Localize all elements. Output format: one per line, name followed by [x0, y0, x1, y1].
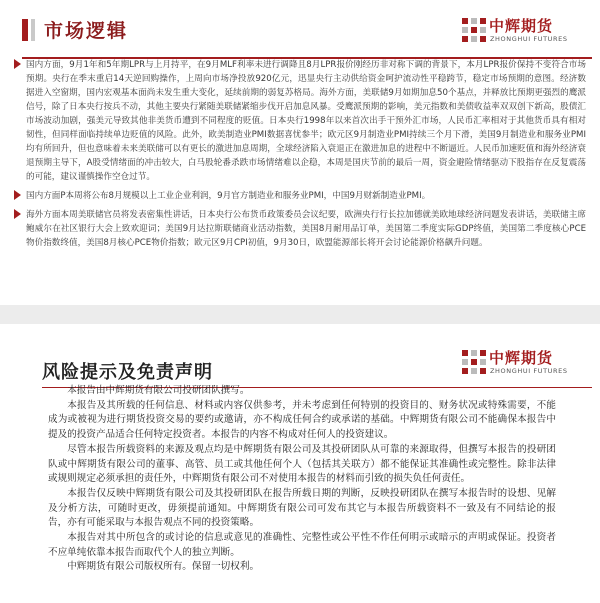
- title-accent-bar-grey: [31, 19, 35, 41]
- logo-cn-text: 中辉期货: [489, 349, 554, 367]
- bullet-text: 国内方面P本周将公布8月规模以上工业企业利润，9月官方制造业和服务业PMI，中国9月财新制造业PMI。: [26, 191, 431, 201]
- company-logo: [462, 14, 592, 46]
- title-accent-bar: [22, 19, 28, 41]
- bullet-text: 国内方面，9月1年和5年期LPR与上月持平，在9月MLF利率未进行调降且8月LPR报价刚经历非对称下调的背景下，本月LPR报价保持不变符合市场预期。央行在季末重启14天逆回购操作，上周向市场净投放920亿元，迅显央行主动供给资金呵护流动性平稳跨节，稳定市场预期的意图。经济数据进入空窗期，国内宏观基本面尚未发生重大变化，延续前期的弱复苏格局。海外方面，美联储9月如期加息50个基点，并释放比预期更强烈的鹰派信号，除了日本央行按兵不动，其他主要央行紧随美联储紧缩步伐开启加息风暴。受鹰派预期的影响，美元指数和美债收益率双双创下新高，股债汇市场波动加剧，强美元导致其他非美货币遭到不同程度的贬值。日本央行1998年以来首次出手干预外汇市场，人民币汇率相对于其他货币具有相对韧性，但同样面临持续单边贬值的风险。此外，欧美制造业PMI数据喜忧参半；欧元区9月制造业PMI持续三个月下滑，美国9月制造业和服务业PMI均有所回升，但也意味着未来美联储可以有更长的激进加息周期，全球经济陷入衰退正在激进加息的进程中不断逼近。人民币加速贬值和海外经济衰退预期主导下，A股受情绪面的冲击较大，白马股轮番杀跌市场情绪难以企稳，本周是国庆节前的最后一周，资金避险情绪驱动下股指存在反复震荡的可能，建议谨慎操作空仓过节。: [26, 60, 586, 182]
- bullet-arrow-icon: [14, 190, 21, 200]
- bullet-text: 海外方面本周美联储官员将发表密集性讲话，日本央行公布货币政策委员会议纪要，欧洲央行行长拉加德就美欧地球经济问题发表讲话，美联储主席鲍威尔在社区银行大会上致欢迎词；美国9月达拉斯联储商业活动指数，美国8月耐用品订单，美国第二季度实际GDP终值，美国第二季度核心PCE物价指数终值，美国8月核心PCE物价指数；欧元区9月CPI初值，9月30日，欧盟能源部长将开会讨论能源价格飙升问题。: [26, 210, 586, 248]
- disclaimer-paragraph: 本报告由中辉期货有限公司投研团队撰写。: [67, 385, 250, 396]
- logo-mark-icon: [462, 18, 486, 42]
- bullet-arrow-icon: [14, 209, 21, 219]
- bullet-item: [14, 189, 586, 203]
- logo-en-text: ZHONGHUI FUTURES: [490, 35, 568, 43]
- logo-cn-text: 中辉期货: [489, 17, 554, 35]
- logo-mark-icon: [462, 350, 486, 374]
- section-title: 市场逻辑: [44, 20, 129, 42]
- slide-separator: [0, 305, 600, 324]
- disclaimer-body: [48, 384, 556, 575]
- slide-header: [0, 336, 600, 383]
- disclaimer-paragraph: 本报告对其中所包含的或讨论的信息或意见的准确性、完整性或公平性不作任何明示或暗示的声明或保证。投资者不应单纯依靠本报告而取代个人的独立判断。: [48, 532, 556, 558]
- bullet-list: [14, 58, 586, 255]
- section-title: 风险提示及免责声明: [42, 362, 213, 383]
- bullet-item: [14, 208, 586, 250]
- slide-header: [0, 10, 600, 50]
- disclaimer-paragraph: 尽管本报告所载资料的来源及观点均是中辉期货有限公司及其投研团队从可靠的来源取得，但撰写本报告的投研团队或中辉期货有限公司的董事、高管、员工或其他任何个人（包括其关联方）都不能保证其准确性或完整性。除非法律或规则规定必须承担的责任外，中辉期货有限公司不对使用本报告的材料而引致的损失负任何责任。: [48, 443, 556, 485]
- bullet-item: [14, 58, 586, 184]
- disclaimer-paragraph: 中辉期货有限公司版权所有。保留一切权利。: [67, 561, 260, 573]
- disclaimer-paragraph: 本报告及其所载的任何信息、材料或内容仅供参考，并未考虑到任何特别的投资目的、财务状况或特殊需要，不能成为或被视为进行期货投资交易的要约或邀请，亦不构成任何合约或承诺的基础。中辉期货有限公司不能确保本报告中提及的投资产品适合任何特定投资者。本报告的内容不构成对任何人的投资建议。: [48, 399, 556, 441]
- company-logo: [462, 346, 592, 378]
- disclaimer-paragraph: 本报告仅反映中辉期货有限公司及其投研团队在报告所载日期的判断，反映投研团队在撰写本报告时的设想、见解及分析方法，可随时更改，毋须提前通知。中辉期货有限公司可发布其它与本报告所载资料不一致及有不同结论的报告，亦有可能采取与本报告观点不同的投资策略。: [48, 487, 556, 529]
- disclaimer-slide: [0, 324, 600, 603]
- logo-en-text: ZHONGHUI FUTURES: [490, 367, 568, 375]
- bullet-arrow-icon: [14, 59, 21, 69]
